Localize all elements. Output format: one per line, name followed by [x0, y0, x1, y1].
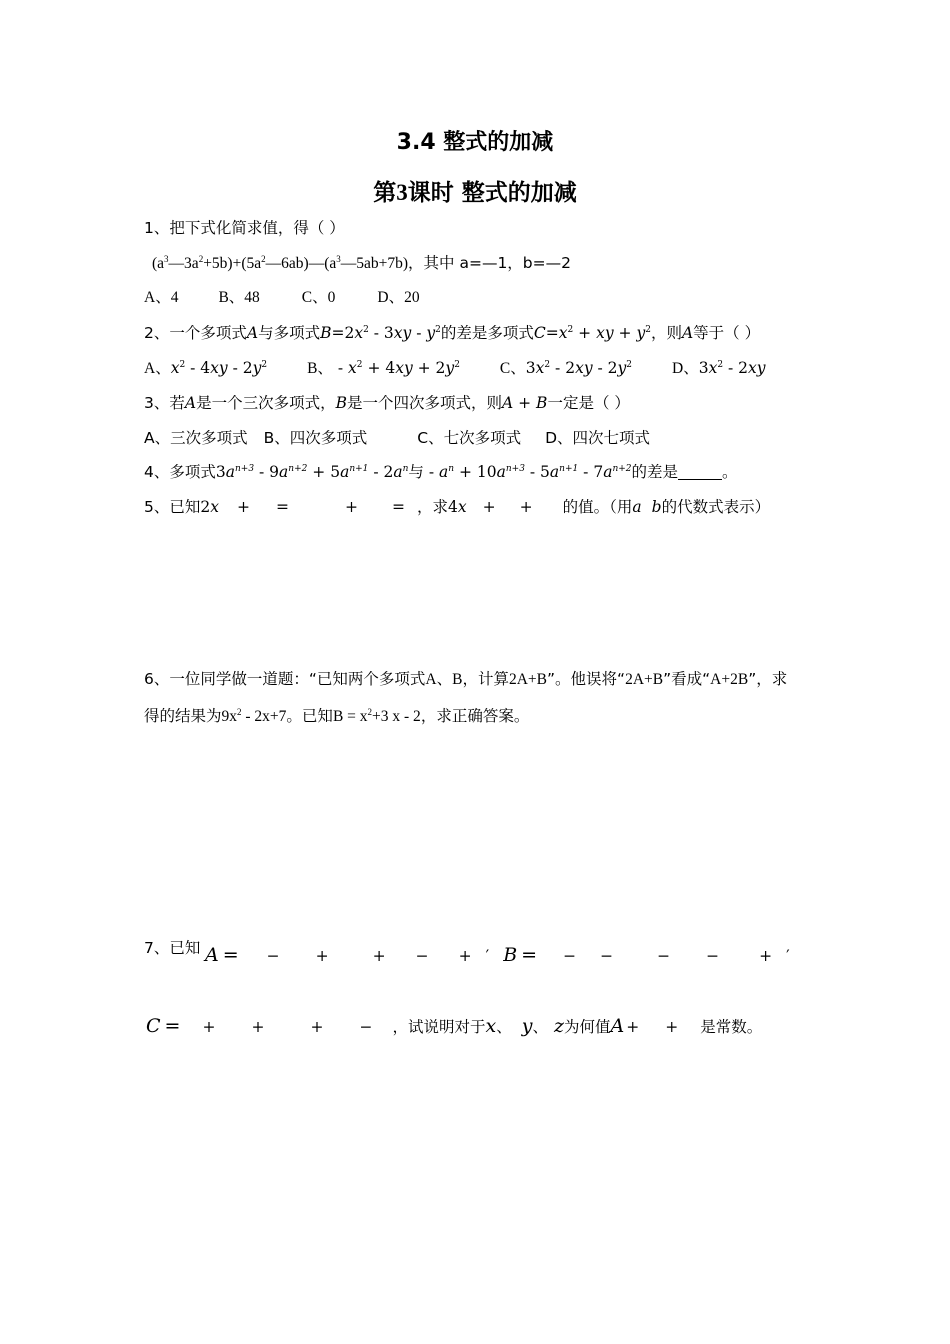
- q4-answer-blank: [678, 465, 722, 480]
- q2-option-b: B、 - $x^2 + 4xy + 2y^2$: [307, 359, 460, 377]
- q3-option-a: A、三次多项式: [144, 429, 248, 447]
- q1-expression: $(a^3—3a^2+5b)+(5a^2—6ab)—(a^3—5ab+7b)$，其中 a=—1，b=—2: [152, 254, 571, 272]
- q2-option-a: A、$x^2 - 4xy - 2y^2$: [144, 359, 268, 377]
- q3-options: [144, 428, 650, 448]
- q6-line-2: 得的结果为$9x^2 - 2x+7$。已知$B = x^2+3$ x - 2，求正确答案。: [144, 707, 530, 725]
- page-subtitle: 第3课时 整式的加减: [373, 180, 577, 206]
- q7-expression-c: C = + + + − ，试说明对于x、 y、 z为何值A + + 是常数。: [146, 1015, 763, 1037]
- q1-options: [144, 288, 420, 308]
- q6-line-1: 6、一位同学做一道题：“已知两个多项式A、B，计算2A+B”。他误将“2A+B”看成“A+2B”，求: [144, 670, 788, 688]
- q2-option-c: C、$3x^2 - 2xy - 2y^2$: [499, 359, 633, 377]
- q3-option-c: C、七次多项式: [417, 429, 522, 447]
- page-title: 3.4 整式的加减: [396, 130, 554, 155]
- q1-stem: 1、把下式化简求值，得（ ）: [144, 219, 345, 237]
- q2-option-d: D、$3x^2 - 2xy$: [672, 359, 766, 377]
- q1-option-b: B、48: [218, 289, 260, 306]
- q2-stem: 2、一个多项式A与多项式$B=2x^2 - 3xy - y^2$的差是多项式$C=x^2$ + xy + $y^2$，则A等于（ ）: [144, 324, 761, 342]
- q7-expression-ab: A = − + + − + ′ B = − − − − + ′: [205, 944, 790, 966]
- q1-option-d: D、20: [377, 289, 420, 306]
- q5-stem: 5、已知2x + = + = ，求4x + + 的值。（用a b的代数式表示）: [144, 498, 771, 516]
- q1-option-c: C、0: [301, 289, 336, 306]
- q4-stem: 4、多项式$3a^{n+3} - 9a^{n+2} + 5a^{n+1} - 2a^n$与 - $a^n + 10a^{n+3} - 5a^{n+1} - 7a^{n+2}$的差是 。: [144, 463, 738, 481]
- q2-options: [144, 358, 766, 379]
- q3-stem: 3、若A是一个三次多项式，B是一个四次多项式，则A + B一定是（ ）: [144, 394, 630, 412]
- q3-option-b: B、四次多项式: [263, 429, 368, 447]
- q7-stem: 7、已知: [144, 939, 201, 957]
- q3-option-d: D、四次七项式: [545, 429, 651, 447]
- q1-option-a: A、4: [144, 289, 179, 306]
